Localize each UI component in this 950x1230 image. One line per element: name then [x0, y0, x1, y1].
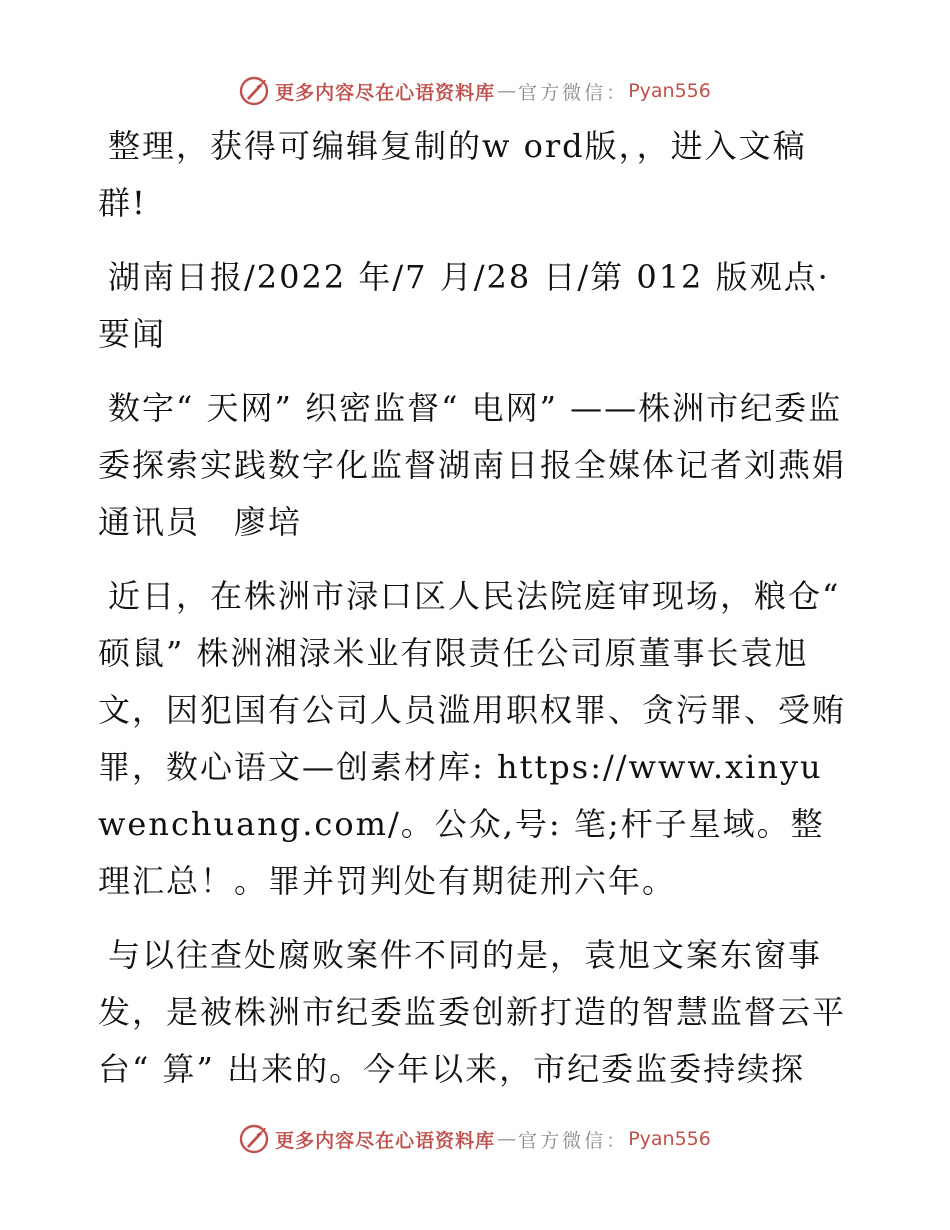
paragraph-source: 湖南日报/2022 年/7 月/28 日/第 012 版观点·要闻: [98, 258, 830, 353]
footer-wechat-id: Pyan556: [628, 1128, 711, 1150]
page-header-watermark: [0, 74, 950, 108]
paragraph-intro: 整理，获得可编辑复制的w ord版，，进入文稿群!: [98, 127, 807, 222]
paragraph-body-2: 与以往查处腐败案件不同的是，袁旭文案东窗事发，是被株洲市纪委监委创新打造的智慧监督云平台“ 算” 出来的。今年以来，市纪委监委持续探: [98, 936, 847, 1088]
header-official-label: 官方微信：: [518, 81, 629, 104]
page-footer-watermark: [0, 1122, 950, 1156]
footer-brand-text: 更多内容尽在心语资料库: [275, 1129, 496, 1152]
quill-logo-icon: [239, 1124, 269, 1154]
quill-logo-icon: [239, 76, 269, 106]
footer-official-label: 官方微信：: [518, 1129, 629, 1152]
paragraph-body-1: 近日，在株洲市渌口区人民法院庭审现场，粮仓“ 硕鼠” 株洲湘渌米业有限责任公司原董事长袁旭文，因犯国有公司人员滥用职权罪、贪污罪、受贿罪，数心语文—创素材库: https://www.xinyuwenchuang.com/。公众,号: 笔;杆子星域。整理汇总！。罪并罚判处有期徒刑六年。: [98, 577, 847, 900]
paragraph-headline: 数字“ 天网” 织密监督“ 电网” ——株洲市纪委监委探索实践数字化监督湖南日报全媒体记者刘燕娟 通讯员 廖培: [98, 389, 881, 541]
document-body: [98, 118, 881, 1115]
header-wechat-id: Pyan556: [628, 80, 711, 102]
header-separator: —: [497, 80, 517, 102]
footer-separator: —: [497, 1128, 517, 1150]
header-brand-text: 更多内容尽在心语资料库: [275, 81, 496, 104]
